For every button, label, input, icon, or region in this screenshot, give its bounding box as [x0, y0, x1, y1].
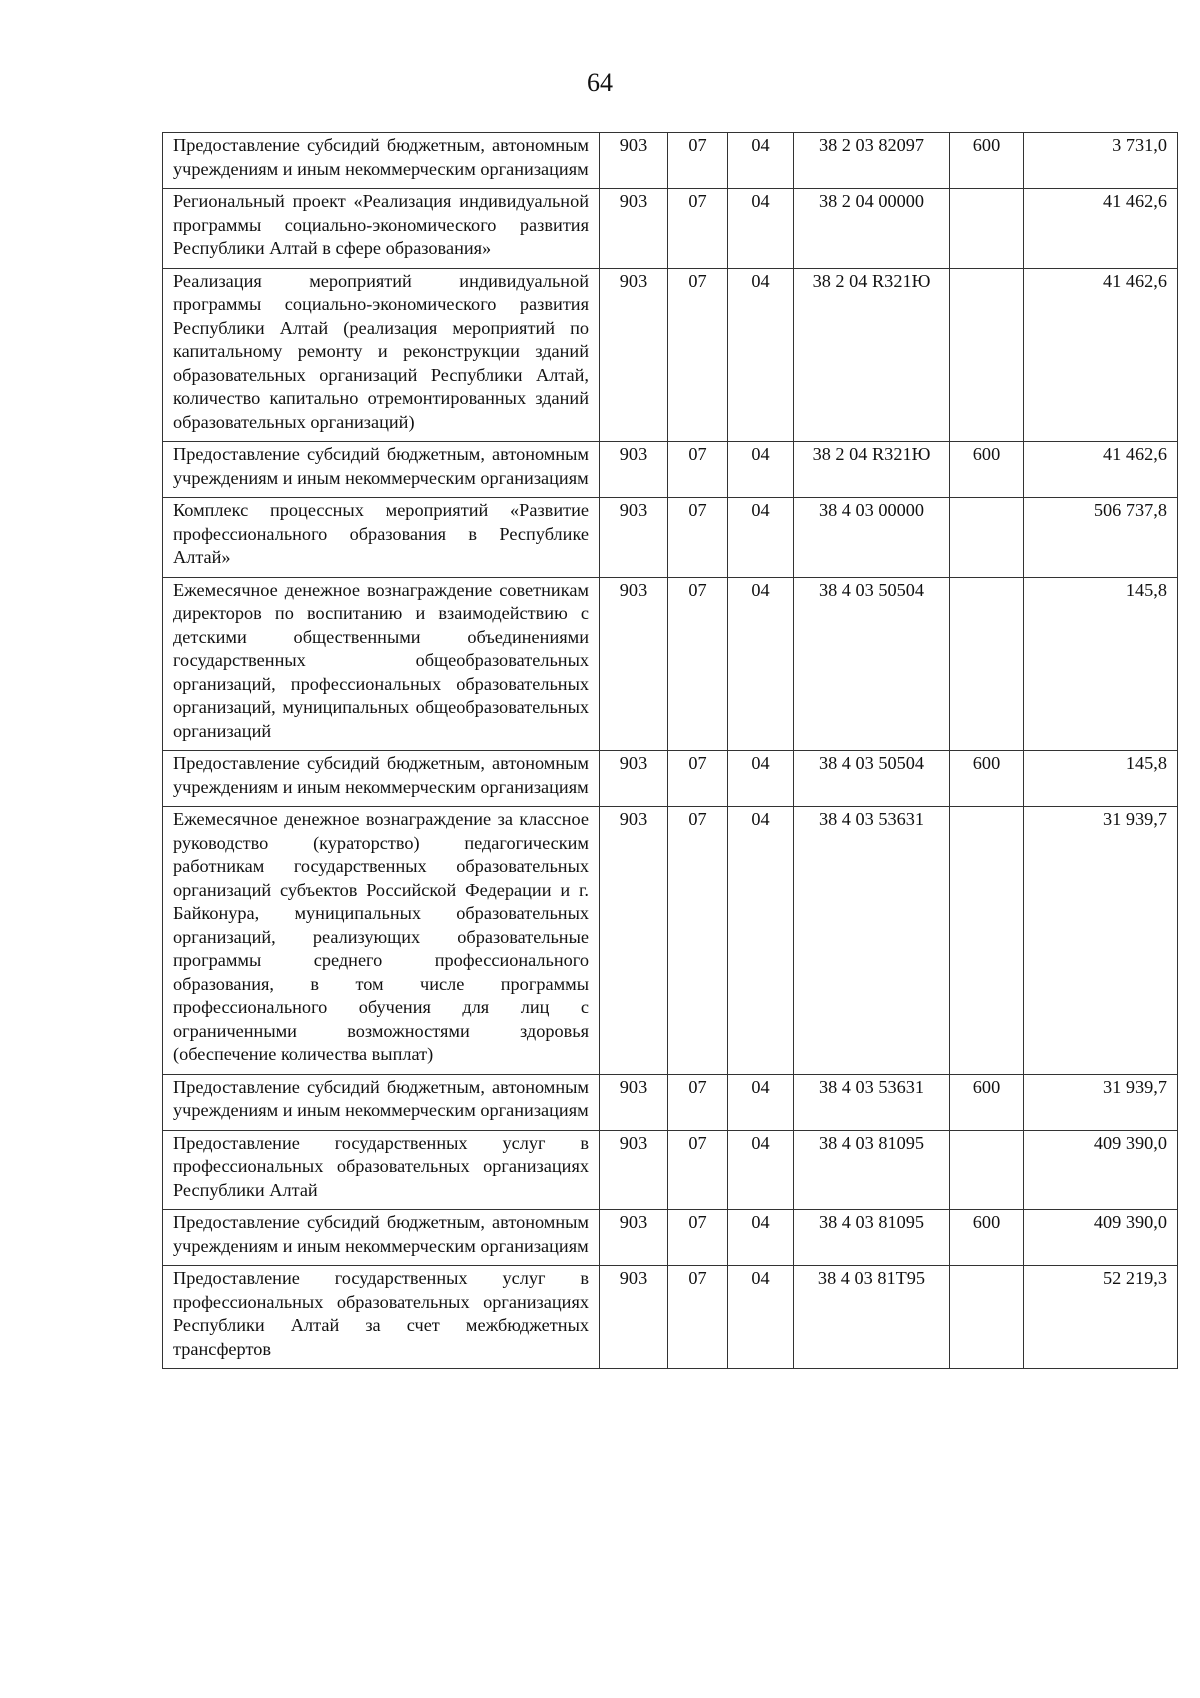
dept-code: 903	[600, 1074, 668, 1130]
table-row	[163, 1074, 1178, 1130]
table-row	[163, 1266, 1178, 1369]
subsection-code: 04	[728, 442, 794, 498]
row-description: Ежемесячное денежное вознаграждение советникам директоров по воспитанию и взаимодействию с детскими общественными объединениями государственных общеобразовательных организаций, профессиональных образовательных организаций, муниципальных общеобразовательных организаций	[163, 577, 600, 751]
target-article-code: 38 2 04 R321Ю	[794, 268, 950, 442]
section-code: 07	[668, 577, 728, 751]
expense-type-code: 600	[950, 751, 1024, 807]
expense-type-code: 600	[950, 442, 1024, 498]
expense-type-code	[950, 1266, 1024, 1369]
subsection-code: 04	[728, 751, 794, 807]
subsection-code: 04	[728, 498, 794, 578]
subsection-code: 04	[728, 807, 794, 1075]
section-code: 07	[668, 442, 728, 498]
budget-table-body	[163, 133, 1178, 1369]
dept-code: 903	[600, 577, 668, 751]
section-code: 07	[668, 1074, 728, 1130]
expense-type-code: 600	[950, 1074, 1024, 1130]
table-row	[163, 189, 1178, 269]
dept-code: 903	[600, 268, 668, 442]
amount: 31 939,7	[1024, 807, 1178, 1075]
expense-type-code	[950, 577, 1024, 751]
target-article-code: 38 4 03 81095	[794, 1130, 950, 1210]
section-code: 07	[668, 751, 728, 807]
budget-table	[162, 132, 1178, 1369]
row-description: Комплекс процессных мероприятий «Развитие профессионального образования в Республике Алтай»	[163, 498, 600, 578]
target-article-code: 38 4 03 81095	[794, 1210, 950, 1266]
dept-code: 903	[600, 498, 668, 578]
row-description: Предоставление субсидий бюджетным, автономным учреждениям и иным некоммерческим организациям	[163, 1074, 600, 1130]
subsection-code: 04	[728, 1074, 794, 1130]
table-row	[163, 498, 1178, 578]
section-code: 07	[668, 807, 728, 1075]
subsection-code: 04	[728, 1130, 794, 1210]
row-description: Региональный проект «Реализация индивидуальной программы социально-экономического развития Республики Алтай в сфере образования»	[163, 189, 600, 269]
target-article-code: 38 2 04 00000	[794, 189, 950, 269]
row-description: Предоставление субсидий бюджетным, автономным учреждениям и иным некоммерческим организациям	[163, 442, 600, 498]
section-code: 07	[668, 1210, 728, 1266]
dept-code: 903	[600, 1130, 668, 1210]
amount: 3 731,0	[1024, 133, 1178, 189]
amount: 52 219,3	[1024, 1266, 1178, 1369]
amount: 145,8	[1024, 751, 1178, 807]
dept-code: 903	[600, 807, 668, 1075]
subsection-code: 04	[728, 268, 794, 442]
amount: 31 939,7	[1024, 1074, 1178, 1130]
target-article-code: 38 4 03 50504	[794, 751, 950, 807]
target-article-code: 38 4 03 81Т95	[794, 1266, 950, 1369]
expense-type-code	[950, 268, 1024, 442]
subsection-code: 04	[728, 133, 794, 189]
section-code: 07	[668, 1266, 728, 1369]
expense-type-code: 600	[950, 1210, 1024, 1266]
amount: 145,8	[1024, 577, 1178, 751]
amount: 409 390,0	[1024, 1130, 1178, 1210]
dept-code: 903	[600, 751, 668, 807]
row-description: Предоставление субсидий бюджетным, автономным учреждениям и иным некоммерческим организациям	[163, 751, 600, 807]
dept-code: 903	[600, 442, 668, 498]
subsection-code: 04	[728, 189, 794, 269]
section-code: 07	[668, 189, 728, 269]
section-code: 07	[668, 268, 728, 442]
amount: 41 462,6	[1024, 268, 1178, 442]
row-description: Предоставление государственных услуг в профессиональных образовательных организациях Республики Алтай	[163, 1130, 600, 1210]
subsection-code: 04	[728, 1266, 794, 1369]
expense-type-code: 600	[950, 133, 1024, 189]
subsection-code: 04	[728, 1210, 794, 1266]
amount: 41 462,6	[1024, 442, 1178, 498]
amount: 506 737,8	[1024, 498, 1178, 578]
dept-code: 903	[600, 133, 668, 189]
target-article-code: 38 2 04 R321Ю	[794, 442, 950, 498]
section-code: 07	[668, 498, 728, 578]
table-row	[163, 442, 1178, 498]
expense-type-code	[950, 498, 1024, 578]
row-description: Реализация мероприятий индивидуальной программы социально-экономического развития Республики Алтай (реализация мероприятий по капитальному ремонту и реконструкции зданий образовательных организаций Республики Алтай, количество капитально отремонтированных зданий образовательных организаций)	[163, 268, 600, 442]
amount: 409 390,0	[1024, 1210, 1178, 1266]
row-description: Предоставление государственных услуг в профессиональных образовательных организациях Республики Алтай за счет межбюджетных трансфертов	[163, 1266, 600, 1369]
table-row	[163, 1210, 1178, 1266]
dept-code: 903	[600, 1210, 668, 1266]
target-article-code: 38 4 03 53631	[794, 1074, 950, 1130]
dept-code: 903	[600, 189, 668, 269]
section-code: 07	[668, 1130, 728, 1210]
expense-type-code	[950, 189, 1024, 269]
row-description: Предоставление субсидий бюджетным, автономным учреждениям и иным некоммерческим организациям	[163, 133, 600, 189]
table-row	[163, 807, 1178, 1075]
page-number: 64	[587, 68, 613, 97]
row-description: Ежемесячное денежное вознаграждение за классное руководство (кураторство) педагогическим работникам государственных образовательных организаций субъектов Российской Федерации и г. Байконура, муниципальных образовательных организаций, реализующих образовательные программы среднего профессионального образования, в том числе программы профессионального обучения для лиц с ограниченными возможностями здоровья (обеспечение количества выплат)	[163, 807, 600, 1075]
target-article-code: 38 4 03 00000	[794, 498, 950, 578]
row-description: Предоставление субсидий бюджетным, автономным учреждениям и иным некоммерческим организациям	[163, 1210, 600, 1266]
table-row	[163, 268, 1178, 442]
target-article-code: 38 4 03 53631	[794, 807, 950, 1075]
dept-code: 903	[600, 1266, 668, 1369]
table-row	[163, 1130, 1178, 1210]
table-row	[163, 133, 1178, 189]
subsection-code: 04	[728, 577, 794, 751]
target-article-code: 38 4 03 50504	[794, 577, 950, 751]
target-article-code: 38 2 03 82097	[794, 133, 950, 189]
table-row	[163, 751, 1178, 807]
table-row	[163, 577, 1178, 751]
expense-type-code	[950, 1130, 1024, 1210]
section-code: 07	[668, 133, 728, 189]
expense-type-code	[950, 807, 1024, 1075]
amount: 41 462,6	[1024, 189, 1178, 269]
